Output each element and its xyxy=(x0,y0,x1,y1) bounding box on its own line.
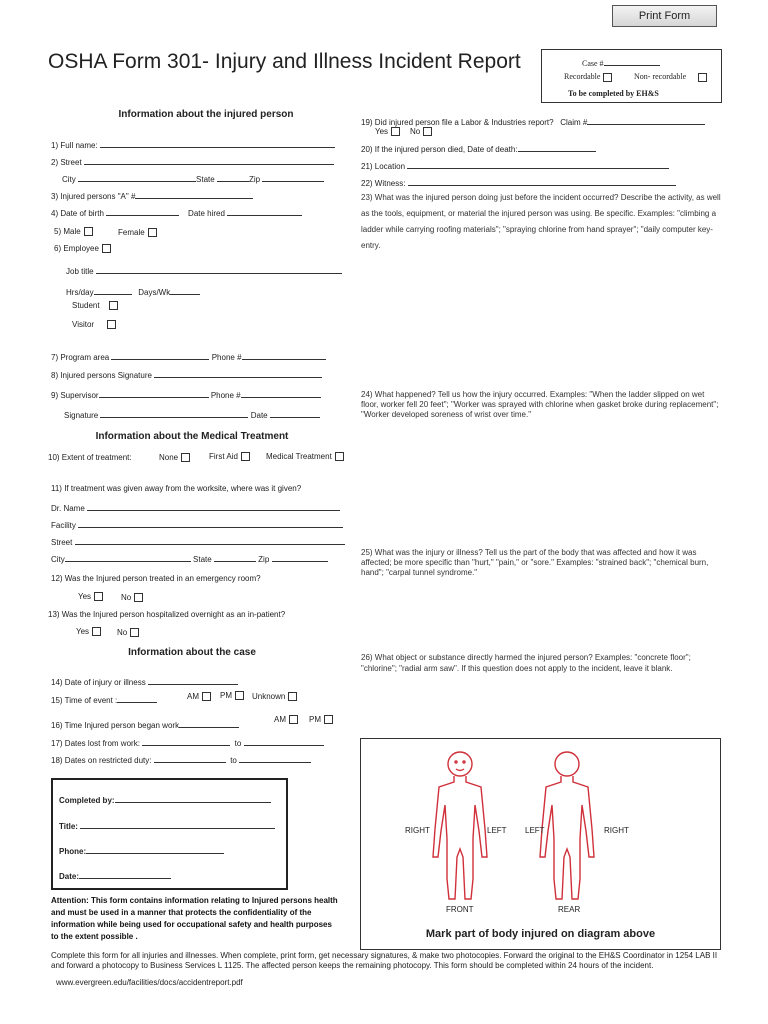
q19-label: 19) Did injured person file a Labor & Industries report? xyxy=(361,118,554,127)
male-label: 5) Male xyxy=(54,227,81,236)
date-of-injury-field[interactable] xyxy=(51,675,238,687)
date-of-injury-label: 14) Date of injury or illness xyxy=(51,678,146,687)
completed-by-label: Completed by: xyxy=(59,796,115,805)
non-recordable-checkbox[interactable] xyxy=(698,73,707,82)
male-option[interactable] xyxy=(54,227,93,236)
diagram-caption: Mark part of body injured on diagram above xyxy=(425,928,656,940)
front-right-eye xyxy=(463,761,465,763)
street-label: 2) Street xyxy=(51,158,82,167)
completed-by-box xyxy=(51,778,288,890)
visitor-label: Visitor xyxy=(72,320,95,329)
work-pm-option[interactable] xyxy=(309,715,333,724)
front-body[interactable] xyxy=(433,776,487,899)
student-label: Student xyxy=(72,301,100,310)
completed-title-label: Title: xyxy=(59,822,78,831)
medical-city-label: City xyxy=(51,555,65,564)
employee-checkbox[interactable] xyxy=(102,244,111,253)
dates-lost-to-label: to xyxy=(234,739,242,748)
event-am-checkbox[interactable] xyxy=(202,692,211,701)
completed-by-field[interactable] xyxy=(59,793,271,805)
recordable-option[interactable] xyxy=(564,72,612,82)
state-label: State xyxy=(196,175,215,184)
location-field[interactable] xyxy=(361,159,669,171)
lni-no-label: No xyxy=(410,127,421,136)
restricted-duty-label: 18) Dates on restricted duty: xyxy=(51,756,152,765)
rear-figure[interactable] xyxy=(540,752,594,899)
lni-yes-label: Yes xyxy=(375,127,389,136)
completed-date-field[interactable] xyxy=(59,869,171,881)
rear-left-label: LEFT xyxy=(525,826,545,835)
event-pm-option[interactable] xyxy=(220,691,244,700)
restricted-duty-field[interactable] xyxy=(51,753,311,765)
lni-no-option[interactable] xyxy=(410,127,432,136)
supervisor-field[interactable] xyxy=(51,388,321,400)
work-am-checkbox[interactable] xyxy=(289,715,298,724)
q26-text: 26) What object or substance directly harmed the injured person? Examples: "concrete floor"; "chlorine"; "radial arm saw". If this question does not apply to the incident, leave it blank. xyxy=(361,653,691,673)
medical-street-field[interactable] xyxy=(51,535,345,547)
a-number-field[interactable] xyxy=(51,189,253,201)
front-label: FRONT xyxy=(446,905,474,914)
recordable-checkbox[interactable] xyxy=(603,73,612,82)
medical-zip-label: Zip xyxy=(258,555,270,564)
er-yes-option[interactable] xyxy=(78,592,103,601)
injured-heading: Information about the injured person xyxy=(118,109,294,120)
none-option[interactable] xyxy=(159,453,190,462)
event-unknown-checkbox[interactable] xyxy=(288,692,297,701)
program-area-field[interactable] xyxy=(51,350,326,362)
dob-label: 4) Date of birth xyxy=(51,209,104,218)
medical-city-state-zip[interactable] xyxy=(51,552,328,564)
witness-field[interactable] xyxy=(361,176,676,188)
hosp-no-label: No xyxy=(117,628,128,637)
hosp-yes-checkbox[interactable] xyxy=(92,627,101,636)
front-figure[interactable] xyxy=(433,752,487,899)
print-form-button[interactable]: Print Form xyxy=(612,5,717,27)
hours-field[interactable] xyxy=(66,285,200,297)
none-checkbox[interactable] xyxy=(181,453,190,462)
case-heading: Information about the case xyxy=(128,647,256,658)
supervisor-phone-label: Phone # xyxy=(210,391,241,400)
student-checkbox[interactable] xyxy=(109,301,118,310)
first-aid-option[interactable] xyxy=(209,452,250,461)
q23-text: 23) What was the injured person doing just before the incident occurred? Describe the activity, as well as the tools, equipment, or material the injured person was using. Be specific. Examples: "climbing a ladder while carrying roofing materials"; "spraying chlorine from hand sprayer"; "daily computer key-entry. xyxy=(361,193,721,250)
a-number-label: 3) Injured persons "A" # xyxy=(51,192,136,201)
medical-treatment-option[interactable] xyxy=(266,452,344,461)
supervisor-label: 9) Supervisor xyxy=(51,391,99,400)
case-label: Case # xyxy=(582,59,604,68)
attention-note: Attention: This form contains information relating to Injured persons health and must be used in a manner that protects the confidentiality of the information while being used for occupational safety and health purposes to the extent possible . xyxy=(51,896,338,941)
employee-option[interactable] xyxy=(54,244,111,253)
female-checkbox[interactable] xyxy=(148,228,157,237)
student-option[interactable] xyxy=(72,301,118,310)
body-diagram-box xyxy=(360,738,721,950)
job-title-label: Job title xyxy=(66,267,94,276)
completed-date-label: Date: xyxy=(59,872,80,881)
q11-label: 11) If treatment was given away from the worksite, where was it given? xyxy=(51,484,302,493)
female-option[interactable] xyxy=(118,228,157,237)
restricted-to-label: to xyxy=(230,756,237,765)
visitor-checkbox[interactable] xyxy=(107,320,116,329)
event-am-label: AM xyxy=(187,692,199,701)
job-title-field[interactable] xyxy=(66,264,342,276)
er-no-option[interactable] xyxy=(121,593,143,602)
program-area-label: 7) Program area xyxy=(51,353,110,362)
days-wk-label: Days/Wk xyxy=(138,288,171,297)
city-state-zip[interactable] xyxy=(62,172,324,184)
began-work-label: 16) Time Injured person began work xyxy=(51,721,180,730)
time-of-event-label: 15) Time of event : xyxy=(51,696,118,705)
q12-label: 12) Was the Injured person treated in an emergency room? xyxy=(51,574,261,583)
hrs-day-label: Hrs/day xyxy=(66,288,94,297)
q22-label: 22) Witness: xyxy=(361,179,406,188)
rear-body[interactable] xyxy=(540,776,594,899)
hosp-no-checkbox[interactable] xyxy=(130,628,139,637)
q13-label: 13) Was the Injured person hospitalized overnight as an in-patient? xyxy=(48,610,286,619)
page-title: OSHA Form 301- Injury and Illness Incident Report xyxy=(48,50,521,73)
time-of-event-field[interactable] xyxy=(51,693,157,705)
front-left-eye xyxy=(455,761,457,763)
q24-text: 24) What happened? Tell us how the injury occurred. Examples: "When the ladder slipped on wet floor, worker fell 20 feet"; "Worker was sprayed with chlorine when gasket broke during replacement"; "Worker developed soreness of wrist over time." xyxy=(361,390,719,419)
event-pm-checkbox[interactable] xyxy=(235,691,244,700)
medical-state-label: State xyxy=(193,555,212,564)
completed-title-field[interactable] xyxy=(59,819,275,831)
non-recordable-label: Non- recordable xyxy=(634,72,687,81)
medical-treatment-checkbox[interactable] xyxy=(335,452,344,461)
first-aid-checkbox[interactable] xyxy=(241,452,250,461)
hosp-yes-option[interactable] xyxy=(76,627,101,636)
supervisor-signature-field[interactable] xyxy=(64,408,320,420)
event-unknown-option[interactable] xyxy=(252,692,297,701)
ehs-note: To be completed by EH&S xyxy=(568,89,659,98)
dr-name-field[interactable] xyxy=(51,501,340,513)
dates-lost-label: 17) Dates lost from work: xyxy=(51,739,140,748)
footer-instructions: Complete this form for all injuries and illnesses. When complete, print form, get necessary signatures, & make two photocopies. Forward the original to the EH&S Coordinator in 1254 LAB II and forward a photocopy to Business Services L 1125. The affected person keeps the remaining photocopy. This form should be completed within 24 hours of the incident. xyxy=(51,951,718,970)
er-yes-checkbox[interactable] xyxy=(94,592,103,601)
body-diagram[interactable] xyxy=(361,739,720,949)
rear-head[interactable] xyxy=(555,752,579,776)
dr-name-label: Dr. Name xyxy=(51,504,85,513)
male-checkbox[interactable] xyxy=(84,227,93,236)
q20-label: 20) If the injured person died, Date of death: xyxy=(361,145,518,154)
facility-field[interactable] xyxy=(51,518,343,530)
medical-treatment-label: Medical Treatment xyxy=(266,452,332,461)
phone-label: Phone # xyxy=(211,353,242,362)
q21-label: 21) Location xyxy=(361,162,406,171)
case-number-field[interactable] xyxy=(582,56,660,68)
event-unknown-label: Unknown xyxy=(252,692,286,701)
completed-phone-field[interactable] xyxy=(59,844,224,856)
er-no-checkbox[interactable] xyxy=(134,593,143,602)
front-right-label: RIGHT xyxy=(405,826,430,835)
work-am-label: AM xyxy=(274,715,286,724)
full-name-field[interactable] xyxy=(51,138,335,150)
employee-label: 6) Employee xyxy=(54,244,99,253)
hosp-no-option[interactable] xyxy=(117,628,139,637)
dates-lost-field[interactable] xyxy=(51,736,324,748)
completed-phone-label: Phone: xyxy=(59,847,87,856)
supervisor-date-label: Date xyxy=(250,411,268,420)
hosp-yes-label: Yes xyxy=(76,627,90,636)
lni-yes-checkbox[interactable] xyxy=(391,127,400,136)
rear-label: REAR xyxy=(558,905,581,914)
rear-right-label: RIGHT xyxy=(604,826,629,835)
zip-label: Zip xyxy=(248,175,261,184)
case-box xyxy=(541,49,722,103)
front-left-label: LEFT xyxy=(487,826,507,835)
event-am-option[interactable] xyxy=(187,692,211,701)
lni-yes-option[interactable] xyxy=(375,127,400,136)
injured-signature-label: 8) Injured persons Signature xyxy=(51,371,152,380)
began-work-field[interactable] xyxy=(51,718,239,730)
work-am-option[interactable] xyxy=(274,715,298,724)
work-pm-checkbox[interactable] xyxy=(324,715,333,724)
recordable-label: Recordable xyxy=(564,72,601,81)
event-pm-label: PM xyxy=(220,691,232,700)
female-label: Female xyxy=(118,228,145,237)
claim-label: Claim # xyxy=(560,118,588,127)
extent-label: 10) Extent of treatment: xyxy=(48,453,132,462)
supervisor-signature-label: Signature xyxy=(64,411,99,420)
none-label: None xyxy=(159,453,179,462)
q25-text: 25) What was the injury or illness? Tell us the part of the body that was affected and how it was affected; be more specific than "hurt," "pain," or "sore." Examples: "strained back"; "chemical burn, hand"; "carpal tunnel syndrome." xyxy=(361,548,709,577)
non-recordable-option[interactable] xyxy=(634,72,707,82)
first-aid-label: First Aid xyxy=(209,452,238,461)
front-mouth xyxy=(456,769,464,771)
city-label: City xyxy=(62,175,76,184)
work-pm-label: PM xyxy=(309,715,321,724)
lni-report-field[interactable] xyxy=(361,115,705,127)
er-no-label: No xyxy=(121,593,132,602)
death-date-field[interactable] xyxy=(361,142,596,154)
er-yes-label: Yes xyxy=(78,592,92,601)
full-name-label: 1) Full name: xyxy=(51,141,98,150)
street-field[interactable] xyxy=(51,155,334,167)
front-head[interactable] xyxy=(448,752,472,776)
facility-label: Facility xyxy=(51,521,76,530)
lni-no-checkbox[interactable] xyxy=(423,127,432,136)
medical-street-label: Street xyxy=(51,538,73,547)
date-hired-label: Date hired xyxy=(188,209,225,218)
visitor-option[interactable] xyxy=(72,320,116,329)
dob-field[interactable] xyxy=(51,206,302,218)
medical-heading: Information about the Medical Treatment xyxy=(95,431,289,442)
footer-url[interactable]: www.evergreen.edu/facilities/docs/accidentreport.pdf xyxy=(56,978,243,987)
injured-signature-field[interactable] xyxy=(51,368,322,380)
